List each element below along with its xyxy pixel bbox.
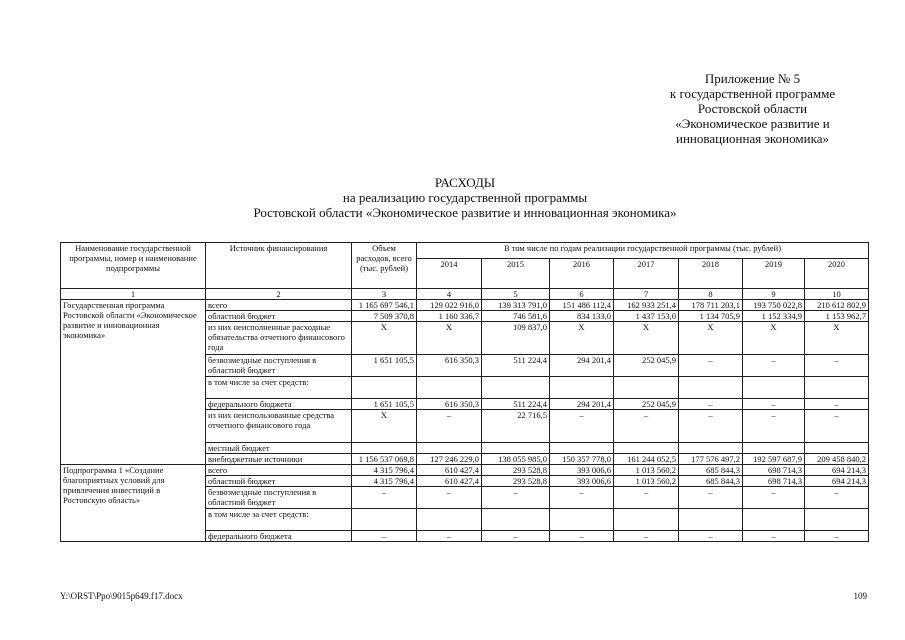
column-number: 1 [61,289,206,300]
column-number: 2 [206,289,352,300]
appendix-line: инновационная экономика» [676,131,829,146]
value-cell: – [417,487,482,509]
value-cell: – [482,531,550,542]
value-cell: 694 214,3 [805,476,869,487]
column-number: 5 [482,289,550,300]
value-cell [614,443,679,454]
value-cell: – [614,531,679,542]
value-cell [417,509,482,531]
value-cell: – [805,487,869,509]
value-cell: – [805,355,869,377]
program-name-cell: Подпрограмма 1 «Создание благоприятных условий для привлечения инвестиций в Ростовскую область» [61,465,206,542]
appendix-line: Ростовской области [697,101,808,116]
appendix-line: «Экономическое развитие и [675,116,830,131]
value-cell: 210 612 802,9 [805,300,869,311]
value-cell: 162 933 251,4 [614,300,679,311]
value-cell [805,509,869,531]
value-cell: 127 246 229,0 [417,454,482,465]
source-cell: в том числе за счет средств: [206,377,352,399]
value-cell: – [743,410,805,443]
source-cell: из них неиспользованные средства отчетного финансового года [206,410,352,443]
value-cell: – [550,531,614,542]
value-cell: X [743,322,805,355]
expenses-table [60,242,869,542]
value-cell: – [679,531,743,542]
value-cell: – [743,399,805,410]
header-name: Наименование государственной программы, номер и наименование подпрограммы [61,243,206,289]
value-cell: 698 714,3 [743,465,805,476]
source-cell: областной бюджет [206,476,352,487]
source-cell: федерального бюджета [206,531,352,542]
source-cell: безвозмездные поступления в областной бюджет [206,487,352,509]
value-cell: 193 750 022,8 [743,300,805,311]
value-cell [482,377,550,399]
value-cell: 1 156 537 069,8 [352,454,417,465]
document-title [200,175,730,220]
value-cell [805,443,869,454]
source-cell: федерального бюджета [206,399,352,410]
appendix-line: к государственной программе [669,86,836,101]
value-cell: 177 576 497,2 [679,454,743,465]
value-cell: – [679,410,743,443]
source-cell: всего [206,300,352,311]
title-line: на реализацию государственной программы [342,190,588,205]
value-cell: 511 224,4 [482,399,550,410]
value-cell: 1 165 697 546,1 [352,300,417,311]
column-number: 7 [614,289,679,300]
value-cell: 1 152 334,9 [743,311,805,322]
header-year: 2016 [550,259,614,289]
column-number: 6 [550,289,614,300]
value-cell: 151 486 112,4 [550,300,614,311]
header-year: 2017 [614,259,679,289]
title-line: РАСХОДЫ [434,175,496,190]
source-cell: внебюджетные источники [206,454,352,465]
table-row [61,465,869,476]
value-cell: 293 528,8 [482,465,550,476]
column-number: 3 [352,289,417,300]
value-cell [679,443,743,454]
value-cell: 129 022 916,0 [417,300,482,311]
value-cell: 698 714,3 [743,476,805,487]
header-year: 2019 [743,259,805,289]
value-cell: – [614,410,679,443]
value-cell [743,443,805,454]
value-cell: 511 224,4 [482,355,550,377]
value-cell: X [805,322,869,355]
value-cell [614,377,679,399]
value-cell: 1 437 153,0 [614,311,679,322]
value-cell: 4 315 796,4 [352,465,417,476]
source-cell: всего [206,465,352,476]
value-cell: – [743,531,805,542]
column-number: 4 [417,289,482,300]
source-cell: из них неисполненные расходные обязательства отчетного финансового года [206,322,352,355]
value-cell [352,443,417,454]
header-year: 2015 [482,259,550,289]
value-cell: 616 350,3 [417,355,482,377]
value-cell: – [614,487,679,509]
value-cell: – [805,410,869,443]
value-cell [805,377,869,399]
value-cell [550,443,614,454]
value-cell: 685 844,3 [679,465,743,476]
source-cell: областной бюджет [206,311,352,322]
value-cell: 252 045,9 [614,399,679,410]
value-cell: – [805,399,869,410]
value-cell: 7 509 370,8 [352,311,417,322]
value-cell: – [482,487,550,509]
value-cell: 294 201,4 [550,399,614,410]
value-cell: – [352,531,417,542]
value-cell: X [550,322,614,355]
value-cell: 694 214,3 [805,465,869,476]
value-cell [550,377,614,399]
value-cell: 616 350,3 [417,399,482,410]
column-number: 10 [805,289,869,300]
value-cell [614,509,679,531]
header-year: 2020 [805,259,869,289]
table-row [61,300,869,311]
column-number: 8 [679,289,743,300]
value-cell: 1 651 105,5 [352,399,417,410]
value-cell: 252 045,9 [614,355,679,377]
value-cell: 109 837,0 [482,322,550,355]
value-cell: 1 160 336,7 [417,311,482,322]
column-number: 9 [743,289,805,300]
source-cell: местный бюджет [206,443,352,454]
value-cell: – [679,355,743,377]
value-cell: 138 055 985,0 [482,454,550,465]
value-cell [679,509,743,531]
value-cell: – [550,487,614,509]
value-cell: – [743,355,805,377]
value-cell: – [743,487,805,509]
value-cell: 1 134 705,9 [679,311,743,322]
value-cell: – [679,399,743,410]
value-cell [482,509,550,531]
value-cell: 834 133,0 [550,311,614,322]
value-cell: 1 013 560,2 [614,476,679,487]
header-volume: Объем расходов, всего (тыс. рублей) [352,243,417,289]
value-cell: 610 427,4 [417,476,482,487]
value-cell: 610 427,4 [417,465,482,476]
value-cell [550,509,614,531]
header-year: 2018 [679,259,743,289]
value-cell: X [614,322,679,355]
value-cell: 293 528,8 [482,476,550,487]
footer-file-path: Y:\ORST\Ppo\9015p649.f17.docx [60,591,183,601]
value-cell: – [352,487,417,509]
value-cell: 192 597 687,9 [743,454,805,465]
value-cell: X [417,322,482,355]
value-cell: 22 716,5 [482,410,550,443]
value-cell [679,377,743,399]
value-cell: 1 651 105,5 [352,355,417,377]
value-cell: 294 201,4 [550,355,614,377]
value-cell: 150 357 778,0 [550,454,614,465]
column-number-row [61,289,869,300]
appendix-block [640,71,865,146]
value-cell: X [352,410,417,443]
value-cell: X [352,322,417,355]
value-cell: – [550,410,614,443]
value-cell [352,509,417,531]
value-cell: 139 313 791,0 [482,300,550,311]
header-by-years: В том числе по годам реализации государственной программы (тыс. рублей) [417,243,869,259]
value-cell [417,377,482,399]
value-cell: – [417,531,482,542]
value-cell: 1 153 962,7 [805,311,869,322]
value-cell: 4 315 796,4 [352,476,417,487]
value-cell: 161 244 052,5 [614,454,679,465]
value-cell: – [679,487,743,509]
value-cell: 685 844,3 [679,476,743,487]
header-source: Источник финансирования [206,243,352,289]
value-cell [417,443,482,454]
program-name-cell: Государственная программа Ростовской области «Экономическое развитие и инновационная экономика» [61,300,206,465]
appendix-line: Приложение № 5 [704,71,801,86]
header-year: 2014 [417,259,482,289]
value-cell: 393 006,6 [550,465,614,476]
source-cell: в том числе за счет средств: [206,509,352,531]
value-cell: 178 711 203,1 [679,300,743,311]
value-cell [743,377,805,399]
value-cell: 746 581,6 [482,311,550,322]
title-line: Ростовской области «Экономическое развитие и инновационная экономика» [253,205,677,220]
value-cell: X [679,322,743,355]
value-cell: – [417,410,482,443]
value-cell: – [805,531,869,542]
footer-page-number: 109 [853,591,867,601]
value-cell [352,377,417,399]
source-cell: безвозмездные поступления в областной бюджет [206,355,352,377]
value-cell: 393 006,6 [550,476,614,487]
value-cell: 209 458 840,2 [805,454,869,465]
value-cell [482,443,550,454]
value-cell: 1 013 560,2 [614,465,679,476]
value-cell [743,509,805,531]
